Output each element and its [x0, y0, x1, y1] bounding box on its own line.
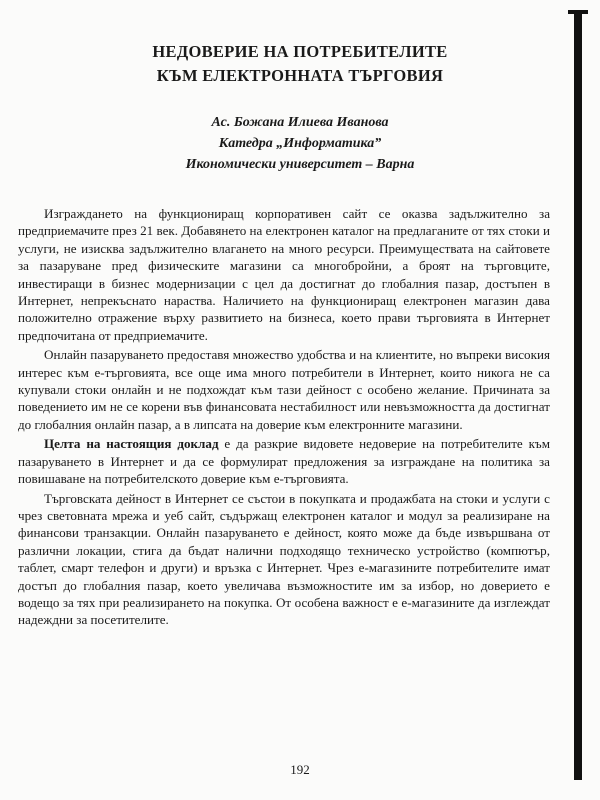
paragraph-2: Онлайн пазаруването предоставя множество удобства и на клиентите, но въпреки високия интерес към е-търговията, все още има много потребители в Интернет, които никога не са купували стоки онлайн и не подхождат към тази дейност с особено желание. Причината за поведението им не се корени във финансовата нестабилност или невъзможността да достигнат до глобалния онлайн пазар, а в липсата на доверие към електронните магазини. — [18, 347, 550, 432]
page-number: 192 — [290, 762, 310, 777]
binding-edge-bar — [574, 10, 582, 780]
paragraph-1: Изграждането на функциониращ корпоративен сайт се оказва задължително за предприемачите през 21 век. Добавянето на електронен каталог на предлаганите от тях стоки и услуги, не изисква задължително влагането на много ресурси. Преимуществата на сайтовете за пазаруване пред физическите магазини са многобройни, а броят на търговците, инвестиращи в бизнес модернизации с цел да достигнат до глобалния пазар, достъпен в Интернет, непрекъснато нараства. Наличието на функциониращ електронен магазин дава положително отражение върху развитието на бизнеса, което прави търговията в Интернет предпочитана от предприемачите. — [18, 206, 550, 343]
paragraph-4: Търговската дейност в Интернет се състои в покупката и продажбата на стоки и услуги с чрез световната мрежа и уеб сайт, съдържащ електронен каталог и модул за реализиране на финансови транзакции. Онлайн пазаруването е дейност, която може да бъде извършвана от различни локации, стига да бъдат налични подходящо техническо устройство (компютър, таблет, смарт телефон и други) и връзка с Интернет. Чрез е-магазините потребителите имат достъп до глобалния пазар, което увеличава възможностите им за избор, но доверието е водещо за тях при реализирането на покупка. От особена важност е е-магазините да изглеждат надеждни за посетителите. — [18, 490, 550, 628]
paper-title — [60, 40, 540, 88]
title-line-1: НЕДОВЕРИЕ НА ПОТРЕБИТЕЛИТЕ — [152, 42, 448, 61]
author-university: Икономически университет – Варна — [185, 157, 415, 172]
title-line-2: КЪМ ЕЛЕКТРОННАТА ТЪРГОВИЯ — [156, 66, 444, 85]
author-block — [60, 112, 540, 175]
author-name: Ас. Божана Илиева Иванова — [211, 115, 389, 130]
paragraph-3-lead: Целта на настоящия доклад — [44, 436, 219, 452]
binding-edge-cap — [568, 10, 588, 14]
paragraph-3 — [18, 435, 550, 487]
author-department: Катедра „Информатика” — [218, 136, 382, 151]
paragraph-3-rest: е да разкрие видовете недоверие на потребителите към пазаруването в Интернет и да се формулират предложения за изграждане на политика за повишаване на потребителското доверие към е-търговията. — [18, 436, 550, 487]
body-text — [18, 205, 550, 631]
